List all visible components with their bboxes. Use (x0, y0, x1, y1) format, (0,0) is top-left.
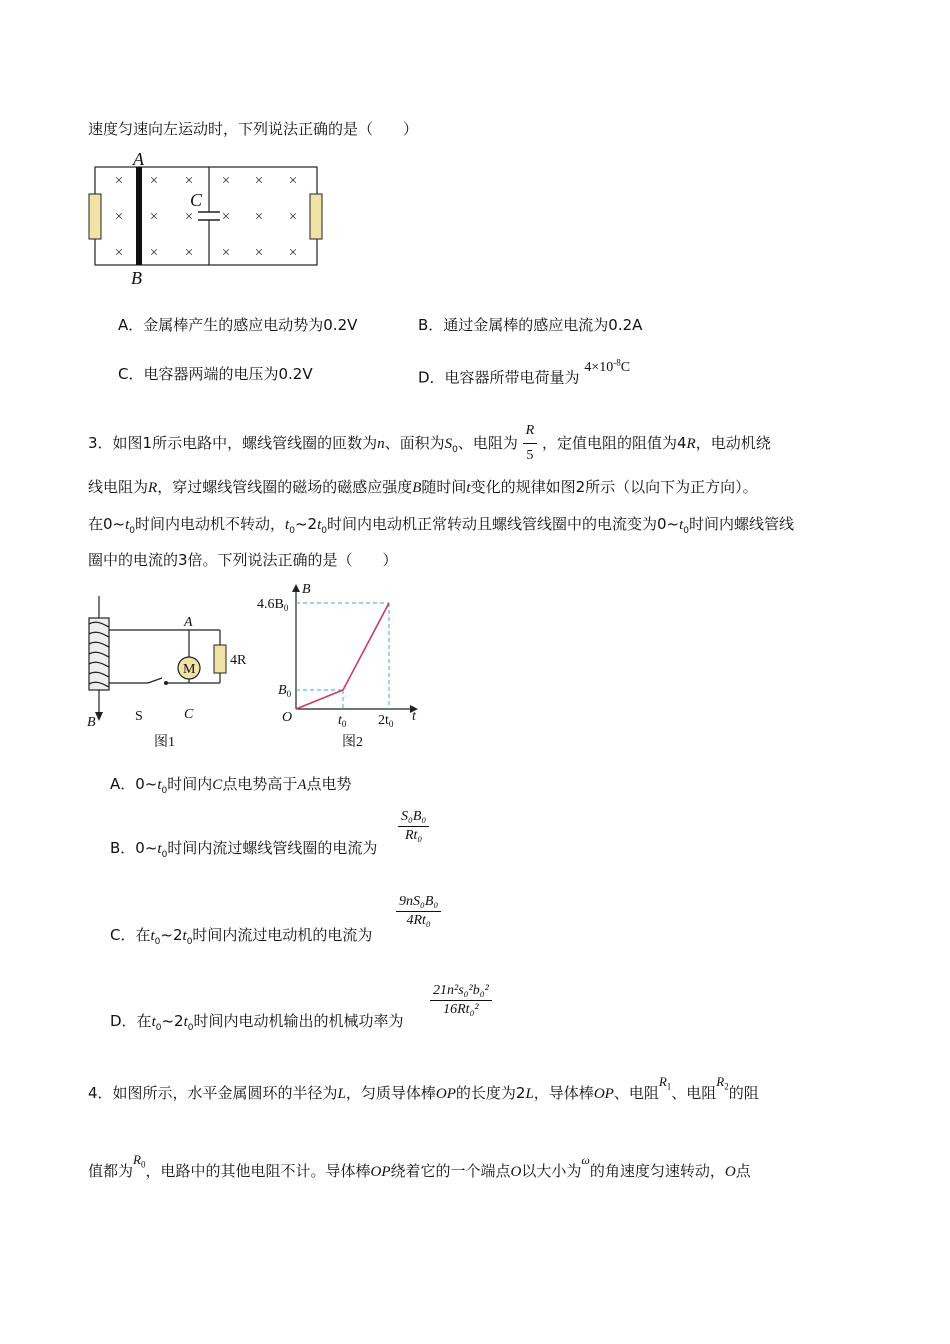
field-cross: × (288, 173, 298, 189)
node-a-label: A (184, 615, 193, 630)
q2-option-d-label: D．电容器所带电荷量为 (418, 368, 580, 387)
tick-b0: $B_0$ (278, 683, 292, 699)
q3-stem-line-3: 在$0\sim t_0$时间内电动机不转动，$t_0\sim 2t_0$时间内电动机正常转动且螺线管线圈中的电流变为$0\sim t_0$时间内螺线管线 (88, 515, 795, 536)
q3-figure-1 (80, 590, 255, 755)
figure-1-caption: 图1 (154, 735, 175, 750)
label-c: C (190, 190, 203, 210)
tick-4p6b0: $4.6B_0$ (257, 597, 289, 613)
field-cross: × (254, 209, 264, 225)
q4-stem-line-1: 4．如图所示，水平金属圆环的半径为L，匀质导体棒OP的长度为2L，导体棒OP、电阻$R_1$、电阻$R_2$的阻 (88, 1074, 759, 1102)
q3-option-d: D．在$t_0\sim 2t_0$时间内电动机输出的机械功率为 (110, 1012, 404, 1033)
q2-option-d-value: $4\times 10^{-8}C$ (584, 357, 631, 375)
field-cross: × (184, 209, 194, 225)
q3-figure-2 (254, 580, 434, 755)
tick-2t0: $2t_0$ (378, 713, 394, 729)
q2-option-d (418, 357, 631, 391)
metal-rod-ab (136, 167, 142, 265)
q2-stem-tail: 速度匀速向左运动时，下列说法正确的是（ ） (88, 120, 419, 138)
field-cross: × (184, 173, 194, 189)
resistor-4r (214, 645, 226, 673)
resistance-fraction: $\frac{R}{5}$ (523, 420, 538, 467)
field-cross: × (288, 209, 298, 225)
y-axis-label: B (302, 582, 311, 597)
label-a: A (133, 150, 144, 169)
field-cross: × (221, 173, 231, 189)
field-cross: × (254, 245, 264, 261)
right-resistor (310, 194, 322, 239)
label-b: B (131, 268, 142, 288)
field-b-label: B (87, 715, 96, 730)
y-axis-arrow-icon (292, 584, 300, 592)
switch-contact (164, 681, 168, 685)
field-cross: × (221, 209, 231, 225)
field-cross: × (114, 173, 124, 189)
omega-symbol: ω (581, 1153, 590, 1167)
q3-option-b: B．$0\sim t_0$时间内流过螺线管线圈的电流为 (110, 839, 378, 860)
r0-symbol: $R_0$ (133, 1152, 146, 1170)
q3-option-b-fraction: $\frac{\text{S₀B₀}}{\text{Rt₀}}$ (398, 809, 429, 844)
q3-option-c-fraction: $\frac{\text{9nS₀B₀}}{\text{4Rt₀}}$ (396, 894, 441, 929)
field-cross: × (221, 245, 231, 261)
q4-stem-line-2: 值都为$R_0$，电路中的其他电阻不计。导体棒OP绕着它的一个端点O以大小为$^\omega$的角速度匀速转动，O点 (88, 1152, 751, 1180)
r2-symbol: $R_2$ (716, 1074, 729, 1092)
resistor-label: 4R (230, 653, 247, 668)
motor-label: M (183, 662, 196, 677)
q3-stem-line-2: 线电阻为R，穿过螺线管线圈的磁场的磁感应强度B随时间t变化的规律如图2所示（以向下为正方向）。 (88, 478, 758, 496)
q2-option-c: C．电容器两端的电压为0.2V (118, 365, 313, 383)
field-cross: × (114, 245, 124, 261)
field-cross: × (184, 245, 194, 261)
field-cross: × (149, 245, 159, 261)
switch-label: S (135, 709, 143, 724)
field-cross: × (254, 173, 264, 189)
field-arrow-icon (95, 712, 103, 721)
field-cross: × (149, 209, 159, 225)
q2-option-b: B．通过金属棒的感应电流为0.2A (418, 316, 643, 334)
left-resistor (89, 194, 101, 239)
q3-option-c: C．在$t_0\sim 2t_0$时间内流过电动机的电流为 (110, 926, 373, 947)
x-axis-label: t (412, 709, 416, 724)
q3-stem-line-4: 圈中的电流的3倍。下列说法正确的是（ ） (88, 551, 398, 569)
q3-stem-line-1: 3．如图1所示电路中，螺线管线圈的匝数为n、面积为$S_0$、电阻为 $\frac{R}{5}$ ，定值电阻的阻值为4R，电动机绕 (88, 420, 771, 467)
q2-option-a: A．金属棒产生的感应电动势为0.2V (118, 316, 358, 334)
r1-symbol: $R_1$ (658, 1074, 672, 1092)
q3-option-a: A．$0\sim t_0$时间内C点电势高于A点电势 (110, 775, 352, 796)
q3-option-d-fraction: $\frac{\text{21n²s₀²b₀²}}{\text{16Rt₀²}}$ (430, 983, 492, 1018)
field-cross: × (149, 173, 159, 189)
field-cross: × (288, 245, 298, 261)
figure-2-caption: 图2 (342, 735, 363, 750)
field-cross: × (114, 209, 124, 225)
q2-circuit-figure (86, 150, 326, 290)
node-c-label: C (184, 707, 194, 722)
origin-label: O (282, 710, 293, 725)
tick-t0: $t_0$ (338, 713, 347, 729)
